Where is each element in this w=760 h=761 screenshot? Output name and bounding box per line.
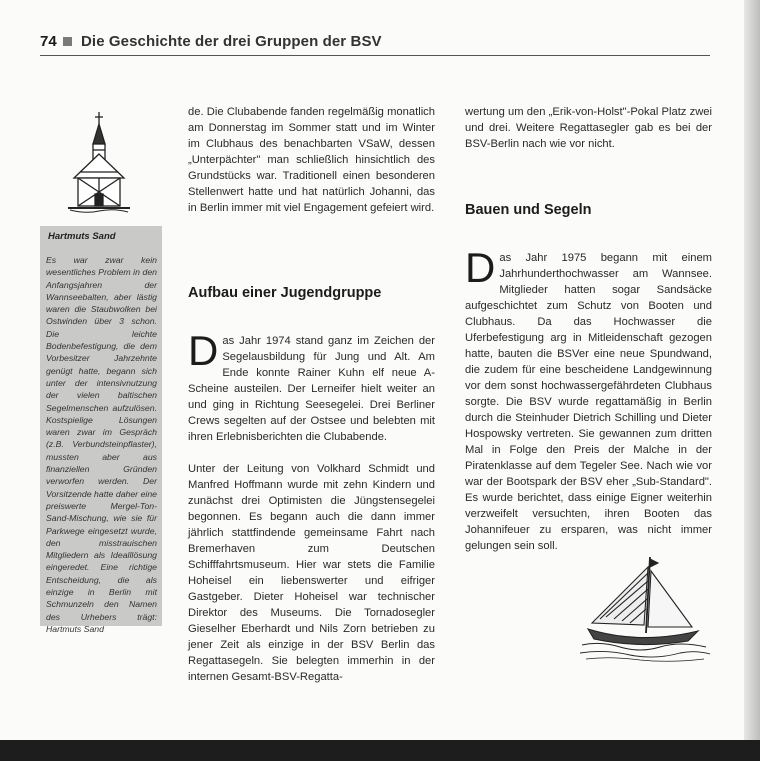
sidebar-title: Hartmuts Sand — [48, 231, 116, 242]
text-column-middle — [188, 104, 435, 216]
paragraph-juengstensegelei: Unter der Leitung von Volkhard Schmidt und Manfred Hoffmann wurde mit zehn Kindern und zunächst drei Optimisten die Jüngstensegelei begonnen. Es begann auch die dann immer jährlich stattfindende gemeinsame Fahrt nach Bremerhaven zum Deutschen Schifffahrtsmuseum. Hier war stets die Familie Hoheisel ein liebenswerter und eifriger Gastgeber. Dieter Hoheisel war technischer Direktor des Museums. Die Tornadosegler Gieselher Eberhardt und Nils Zorn betrieben zu jener Zeit als einzige in der BSV Berlin das Regattasegeln. Sie belegten immerhin in der internen Gesamt-BSV-Regatta- — [188, 463, 435, 683]
paragraph-1975 — [465, 244, 712, 554]
paragraph-1975-text: as Jahr 1975 begann mit einem Jahrhunderthochwasser am Wannsee. Mitglieder hatten sogar Sandsäcke aufgeschichtet zum Schutz von Booten und Clubhaus. Da das Hochwasser die Uferbefestigung arg in Mitleidenschaft gezogen hatte, bauten die BSVer eine neue Spundwand, die zudem für eine bescheidene Landgewinnung vor dem sonst hochwassergefährdeten Clubhaus sorgte. Die BSV wurde regattamäßig in Berlin durch die Steinhuder Dietrich Schilling und Dieter Hospowsky vertreten. Sie gewannen zum dritten Mal in Folge den Preis der Malche in der Piratenklasse auf dem Tegeler See. Nach wie vor war der Bootspark der BSV eher „Sub-Standard". Es wurde berichtet, dass einige Eigner weiterhin verzweifelt versuchten, ihren Booten das Johannifeuer zu ersparen, was nicht immer gelungen sein soll. — [465, 252, 712, 552]
running-header — [40, 33, 710, 56]
sailboat-illustration — [580, 553, 710, 663]
text-block-bauen — [465, 244, 712, 554]
paragraph-intro: de. Die Clubabende fanden regelmäßig monatlich am Donnerstag im Sommer statt und im Winter im Clubhaus des benachbarten VSaW, dessen „Unterpächter" man schließlich hinsichtlich des Grundstücks war. Traditionell einen besonderen Stellenwert hatte und hat natürlich Johanni, das in Berlin immer mit viel Engagement gefeiert wird. — [188, 106, 435, 214]
drop-cap: D — [188, 327, 219, 374]
section-heading-jugendgruppe: Aufbau einer Jugendgruppe — [188, 285, 382, 301]
text-block-jugendgruppe — [188, 327, 435, 685]
section-heading-bauen: Bauen und Segeln — [465, 202, 592, 218]
page-gutter-shadow — [744, 0, 760, 740]
drop-cap: D — [465, 244, 496, 291]
sidebar-box — [40, 226, 162, 634]
sidebar-text: Es war zwar kein wesentliches Problem in den Anfangsjahren der Wannseebalten, aber lästig waren die Staubwolken bei Ostwinden über 3 schon. Die leichte Bodenbefestigung, die dem Vorbesitzer Jahrzehnte genügt hatte, begann sich unter der intensivnutzung der vielen baltischen Segelmenschen aufzulösen. Kostspielige Lösungen waren zwar im Gespräch (z.B. Verbundsteinpflaster), mussten aber aus finanziellen Gründen verworfen werden. Der Vorsitzende hatte daher eine preiswerte Mergel-Ton-Sand-Mischung, wie sie für Parkwege eingesetzt wurde, den misstrauischen Mitgliedern als Idealllösung eingeredet. Eine richtige Entscheidung, die als einzige in Berlin mit Schmunzeln den Namen des Urhebers trägt: Hartmuts Sand — [46, 255, 157, 634]
header-square-marker — [63, 37, 72, 46]
text-column-right — [465, 104, 712, 152]
paragraph-intro-right: wertung um den „Erik-von-Holst"-Pokal Platz zwei und drei. Weitere Regattasegler gab es bei der BSV-Berlin nach wie vor nicht. — [465, 106, 712, 150]
page-number: 74 — [40, 33, 57, 50]
scan-bottom-band — [0, 740, 760, 761]
church-illustration — [66, 110, 132, 220]
chapter-title: Die Geschichte der drei Gruppen der BSV — [81, 33, 382, 50]
paragraph-1974 — [188, 327, 435, 445]
paragraph-1974-text: as Jahr 1974 stand ganz im Zeichen der Segelausbildung für Jung und Alt. Am Ende konnte Rainer Kuhn elf neue A-Scheine austeilen. Der Lerneifer hielt weiter an und ging in Richtung Seesegelei. Drei Berliner Crews segelten auf der Ostsee und belebten mit ihren Erlebnisberichten die Clubabende. — [188, 335, 435, 443]
